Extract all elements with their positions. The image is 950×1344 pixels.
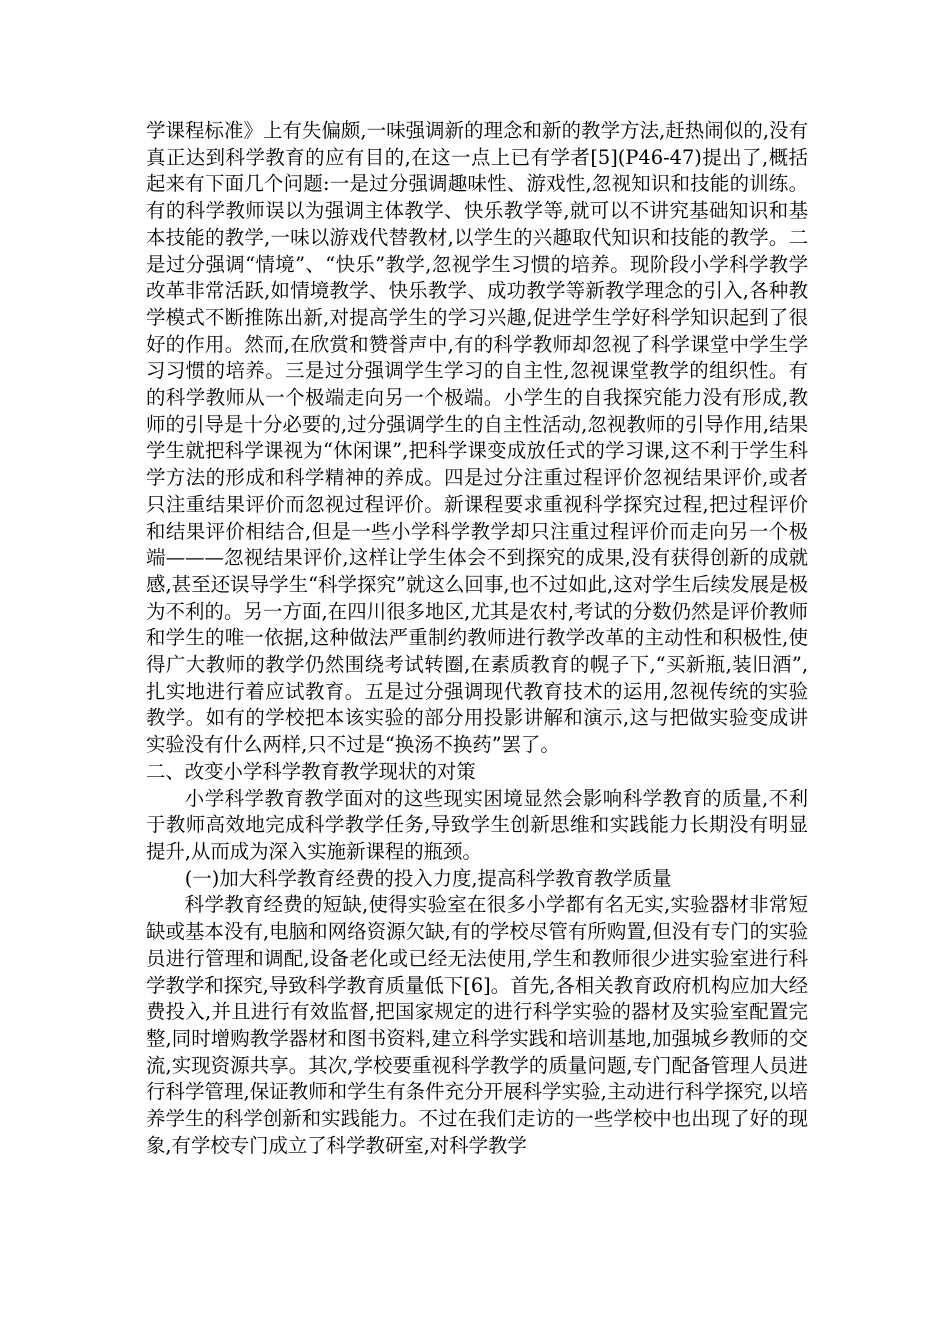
section-intro-paragraph: 小学科学教育教学面对的这些现实困境显然会影响科学教育的质量,不利于教师高效地完成科学教学任务,导致学生创新思维和实践能力长期没有明显提升,从而成为深入实施新课程的瓶颈。 [146,786,808,863]
section-heading: 二、改变小学科学教育教学现状的对策 [146,759,476,783]
body-text [146,118,808,1159]
subsection-heading: (一)加大科学教育经费的投入力度,提高科学教育教学质量 [184,866,672,890]
subsection-body-paragraph: 科学教育经费的短缺,使得实验室在很多小学都有名无实,实验器材非常短缺或基本没有,电脑和网络资源欠缺,有的学校尽管有所购置,但没有专门的实验员进行管理和调配,设备老化或已经无法使用,学生和教师很少进实验室进行科学教学和探究,导致科学教育质量低下[6]。首先,各相关教育政府机构应加大经费投入,并且进行有效监督,把国家规定的进行科学实验的器材及实验室配置完整,同时增购教学器材和图书资料,建立科学实践和培训基地,加强城乡教师的交流,实现资源共享。其次,学校要重视科学教学的质量问题,专门配备管理人员进行科学管理,保证教师和学生有条件充分开展科学实验,主动进行科学探究,以培养学生的科学创新和实践能力。不过在我们走访的一些学校中也出现了好的现象,有学校专门成立了科学教研室,对科学教学 [146,893,808,1157]
body-paragraph: 学课程标准》上有失偏颇,一味强调新的理念和新的教学方法,赶热闹似的,没有真正达到科学教育的应有目的,在这一点上已有学者[5](P46-47)提出了,概括起来有下面几个问题:一是过分强调趣味性、游戏性,忽视知识和技能的训练。有的科学教师误以为强调主体教学、快乐教学等,就可以不讲究基础知识和基本技能的教学,一味以游戏代替教材,以学生的兴趣取代知识和技能的教学。二是过分强调“情境”、“快乐”教学,忽视学生习惯的培养。现阶段小学科学教学改革非常活跃,如情境教学、快乐教学、成功教学等新教学理念的引入,各种教学模式不断推陈出新,对提高学生的学习兴趣,促进学生学好科学知识起到了很好的作用。然而,在欣赏和赞誉声中,有的科学教师却忽视了科学课堂中学生学习习惯的培养。三是过分强调学生学习的自主性,忽视课堂教学的组织性。有的科学教师从一个极端走向另一个极端。小学生的自我探究能力没有形成,教师的引导是十分必要的,过分强调学生的自主性活动,忽视教师的引导作用,结果学生就把科学课视为“休闲课”,把科学课变成放任式的学习课,这不利于学生科学方法的形成和科学精神的养成。四是过分注重过程评价忽视结果评价,或者只注重结果评价而忽视过程评价。新课程要求重视科学探究过程,把过程评价和结果评价相结合,但是一些小学科学教学却只注重过程评价而走向另一个极端———忽视结果评价,这样让学生体会不到探究的成果,没有获得创新的成就感,甚至还误导学生“科学探究”就这么回事,也不过如此,这对学生后续发展是极为不利的。另一方面,在四川很多地区,尤其是农村,考试的分数仍然是评价教师和学生的唯一依据,这种做法严重制约教师进行教学改革的主动性和积极性,使得广大教师的教学仍然围绕考试转圈,在素质教育的幌子下,“买新瓶,装旧酒”,扎实地进行着应试教育。五是过分强调现代教育技术的运用,忽视传统的实验教学。如有的学校把本该实验的部分用投影讲解和演示,这与把做实验变成讲实验没有什么两样,只不过是“换汤不换药”罢了。 [146,119,808,757]
